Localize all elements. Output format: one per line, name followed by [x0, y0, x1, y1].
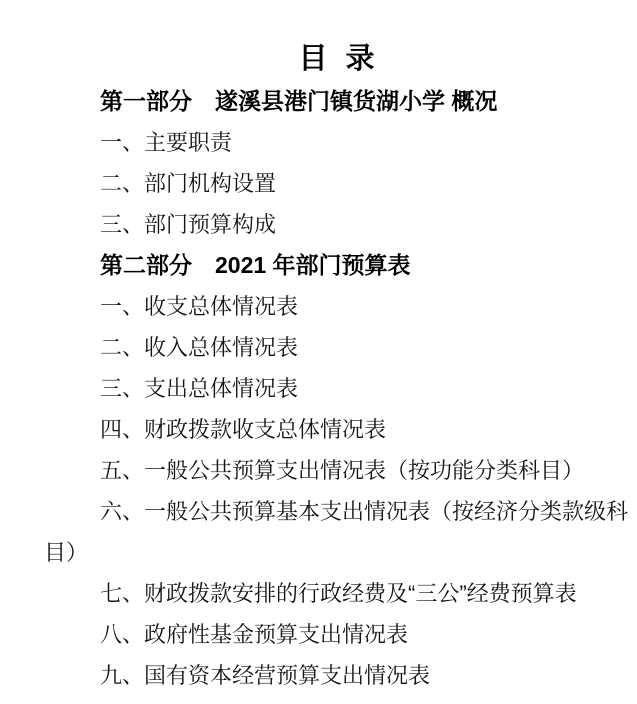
- toc-entry: 四、财政拨款收支总体情况表: [100, 417, 387, 442]
- toc-entry: 六、一般公共预算基本支出情况表（按经济分类款级科: [100, 499, 629, 524]
- toc-entry: 一、收支总体情况表: [100, 294, 299, 319]
- toc-section-heading: 第一部分 遂溪县港门镇货湖小学 概况: [100, 88, 498, 114]
- toc-entry: 二、部门机构设置: [100, 171, 277, 196]
- toc-entry: 五、一般公共预算支出情况表（按功能分类科目）: [100, 458, 585, 483]
- toc-section-heading: 第二部分 2021 年部门预算表: [100, 252, 411, 278]
- toc-entry: 一、主要职责: [100, 130, 233, 155]
- toc-entry: 二、收入总体情况表: [100, 335, 299, 360]
- toc-list: [44, 81, 629, 696]
- toc-entry: 三、支出总体情况表: [100, 376, 299, 401]
- page-title: 目 录: [298, 43, 375, 75]
- toc-entry: 九、国有资本经营预算支出情况表: [100, 663, 431, 688]
- toc-entry: 七、财政拨款安排的行政经费及“三公”经费预算表: [100, 581, 577, 606]
- toc-entry: 三、部门预算构成: [100, 212, 277, 237]
- toc-entry: 八、政府性基金预算支出情况表: [100, 622, 409, 647]
- toc-entry: 目）: [44, 540, 89, 565]
